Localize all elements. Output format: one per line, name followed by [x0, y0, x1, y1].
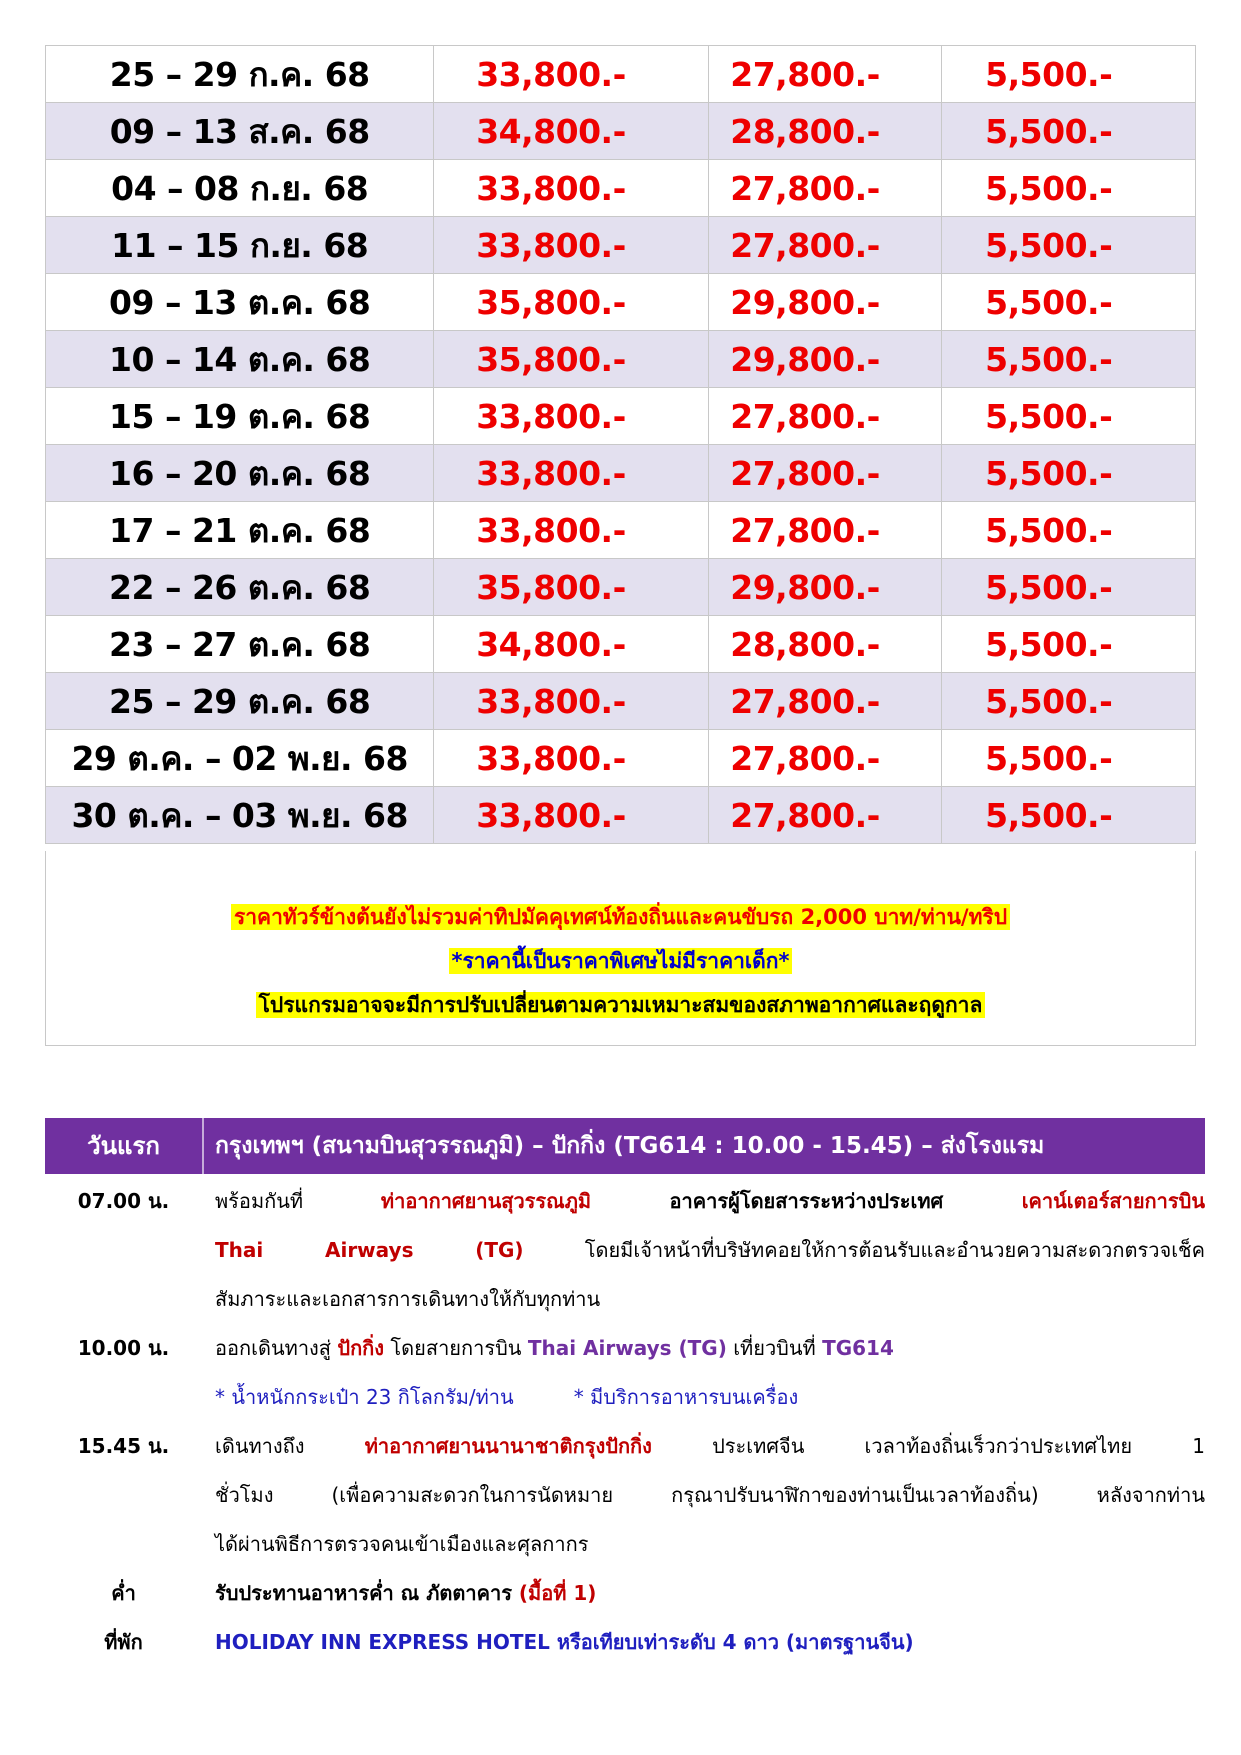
travel-date: 25 – 29 ต.ค. 68: [46, 673, 434, 730]
price-row: [46, 160, 1196, 217]
travel-date: 09 – 13 ส.ค. 68: [46, 103, 434, 160]
price-price2: 27,800.-: [708, 787, 942, 844]
price-price1: 33,800.-: [434, 46, 708, 103]
price-price2: 27,800.-: [708, 388, 942, 445]
day-header: [45, 1118, 1205, 1174]
price-table: [45, 45, 1196, 844]
day-title: กรุงเทพฯ (สนามบินสุวรรณภูมิ) – ปักกิ่ง (TG614 : 10.00 - 15.45) – ส่งโรงแรม: [215, 1133, 1045, 1159]
day-header-divider: [202, 1118, 204, 1174]
itinerary-time: ค่ำ: [111, 1581, 136, 1605]
day-label: วันแรก: [87, 1132, 160, 1160]
travel-date: 23 – 27 ต.ค. 68: [46, 616, 434, 673]
price-price2: 29,800.-: [708, 331, 942, 388]
price-row: [46, 217, 1196, 274]
itinerary-item: [45, 1569, 1205, 1618]
price-price3: 5,500.-: [942, 103, 1196, 160]
itinerary-time: 10.00 น.: [77, 1336, 170, 1360]
price-price2: 28,800.-: [708, 103, 942, 160]
price-price3: 5,500.-: [942, 160, 1196, 217]
travel-date: 09 – 13 ต.ค. 68: [46, 274, 434, 331]
price-price1: 33,800.-: [434, 787, 708, 844]
travel-date: 15 – 19 ต.ค. 68: [46, 388, 434, 445]
price-row: [46, 730, 1196, 787]
price-price1: 35,800.-: [434, 274, 708, 331]
itinerary-desc: ออกเดินทางสู่ ปักกิ่ง โดยสายการบิน Thai Airways (TG) เที่ยวบินที่ TG614 * น้ำหนักกระเป๋า 23 กิโลกรัม/ท่าน * มีบริการอาหารบนเครื่อง: [215, 1336, 894, 1409]
price-row: [46, 274, 1196, 331]
price-price3: 5,500.-: [942, 274, 1196, 331]
itinerary-desc: HOLIDAY INN EXPRESS HOTEL หรือเทียบเท่าระดับ 4 ดาว (มาตรฐานจีน): [215, 1630, 914, 1654]
price-row: [46, 673, 1196, 730]
price-price2: 27,800.-: [708, 46, 942, 103]
itinerary-item: [45, 1422, 1205, 1569]
note-program-change: โปรแกรมอาจจะมีการปรับเปลี่ยนตามความเหมาะสมของสภาพอากาศและฤดูกาล: [46, 989, 1195, 1022]
price-price3: 5,500.-: [942, 730, 1196, 787]
price-row: [46, 502, 1196, 559]
notes-box: [45, 851, 1196, 1046]
price-price2: 27,800.-: [708, 730, 942, 787]
price-row: [46, 103, 1196, 160]
price-price2: 27,800.-: [708, 160, 942, 217]
itinerary-item: [45, 1618, 1205, 1667]
price-price2: 27,800.-: [708, 673, 942, 730]
price-price1: 34,800.-: [434, 103, 708, 160]
price-price2: 28,800.-: [708, 616, 942, 673]
itinerary-item: [45, 1324, 1205, 1422]
price-row: [46, 787, 1196, 844]
price-price3: 5,500.-: [942, 787, 1196, 844]
price-price1: 33,800.-: [434, 502, 708, 559]
price-price2: 27,800.-: [708, 217, 942, 274]
price-price3: 5,500.-: [942, 673, 1196, 730]
price-price1: 33,800.-: [434, 217, 708, 274]
travel-date: 29 ต.ค. – 02 พ.ย. 68: [46, 730, 434, 787]
travel-date: 17 – 21 ต.ค. 68: [46, 502, 434, 559]
price-price1: 34,800.-: [434, 616, 708, 673]
price-price3: 5,500.-: [942, 559, 1196, 616]
itinerary-time: 07.00 น.: [77, 1189, 170, 1213]
price-price3: 5,500.-: [942, 502, 1196, 559]
price-row: [46, 388, 1196, 445]
price-row: [46, 445, 1196, 502]
price-price3: 5,500.-: [942, 616, 1196, 673]
travel-date: 22 – 26 ต.ค. 68: [46, 559, 434, 616]
price-price3: 5,500.-: [942, 331, 1196, 388]
travel-date: 11 – 15 ก.ย. 68: [46, 217, 434, 274]
price-price2: 27,800.-: [708, 445, 942, 502]
price-price1: 33,800.-: [434, 730, 708, 787]
price-price3: 5,500.-: [942, 388, 1196, 445]
price-price2: 27,800.-: [708, 502, 942, 559]
price-row: [46, 559, 1196, 616]
price-price2: 29,800.-: [708, 559, 942, 616]
price-price3: 5,500.-: [942, 46, 1196, 103]
travel-date: 16 – 20 ต.ค. 68: [46, 445, 434, 502]
travel-date: 30 ต.ค. – 03 พ.ย. 68: [46, 787, 434, 844]
note-tip: ราคาทัวร์ข้างต้นยังไม่รวมค่าทิปมัคคุเทศน์ท้องถิ่นและคนขับรถ 2,000 บาท/ท่าน/ทริป: [46, 901, 1195, 934]
price-price1: 35,800.-: [434, 331, 708, 388]
price-price1: 35,800.-: [434, 559, 708, 616]
price-price1: 33,800.-: [434, 445, 708, 502]
itinerary-time: 15.45 น.: [77, 1434, 170, 1458]
travel-date: 04 – 08 ก.ย. 68: [46, 160, 434, 217]
travel-date: 10 – 14 ต.ค. 68: [46, 331, 434, 388]
price-row: [46, 46, 1196, 103]
price-row: [46, 331, 1196, 388]
price-price1: 33,800.-: [434, 673, 708, 730]
itinerary-item: [45, 1177, 1205, 1324]
itinerary-desc: เดินทางถึง ท่าอากาศยานนานาชาติกรุงปักกิ่ง ประเทศจีน เวลาท้องถิ่นเร็วกว่าประเทศไทย 1 ชั่วโมง (เพื่อความสะดวกในการนัดหมาย กรุณาปรับนาฬิกาของท่านเป็นเวลาท้องถิ่น) หลังจากท่าน ได้ผ่านพิธีการตรวจคนเข้าเมืองและศุลกากร: [215, 1434, 1205, 1556]
itinerary-desc: พร้อมกันที่ ท่าอากาศยานสุวรรณภูมิ อาคารผู้โดยสารระหว่างประเทศ เคาน์เตอร์สายการบิน Thai Airways (TG) โดยมีเจ้าหน้าที่บริษัทคอยให้การต้อนรับและอำนวยความสะดวกตรวจเช็ค สัมภาระและเอกสารการเดินทางให้กับทุกท่าน: [215, 1189, 1205, 1311]
price-price1: 33,800.-: [434, 388, 708, 445]
price-price1: 33,800.-: [434, 160, 708, 217]
price-price2: 29,800.-: [708, 274, 942, 331]
note-special-price: *ราคานี้เป็นราคาพิเศษไม่มีราคาเด็ก*: [46, 945, 1195, 978]
travel-date: 25 – 29 ก.ค. 68: [46, 46, 434, 103]
price-row: [46, 616, 1196, 673]
itinerary-time: ที่พัก: [104, 1630, 143, 1654]
price-price3: 5,500.-: [942, 217, 1196, 274]
price-price3: 5,500.-: [942, 445, 1196, 502]
itinerary-desc: รับประทานอาหารค่ำ ณ ภัตตาคาร (มื้อที่ 1): [215, 1581, 597, 1605]
